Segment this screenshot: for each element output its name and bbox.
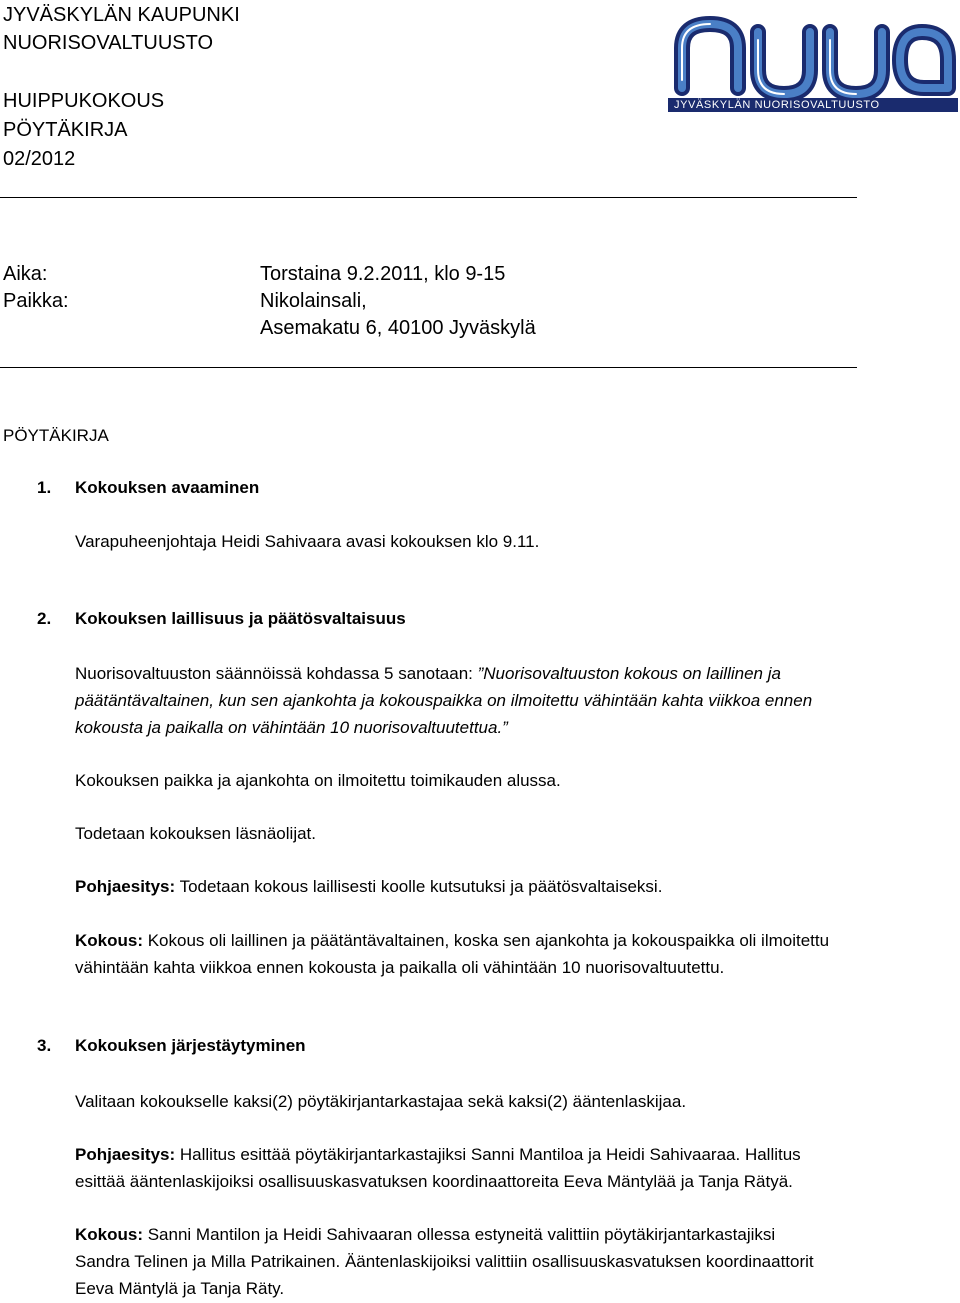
item-3-paragraph-1: Valitaan kokoukselle kaksi(2) pöytäkirjantarkastajaa sekä kaksi(2) ääntenlaskijaa.	[75, 1092, 687, 1111]
item-1-text: Varapuheenjohtaja Heidi Sahivaara avasi kokouksen klo 9.11.	[75, 532, 540, 551]
item-3-number: 3.	[37, 1036, 52, 1055]
item-2-quote-line3: kokousta ja paikalla on vähintään 10 nuorisovaltuutettua.”	[75, 718, 508, 737]
document-type: PÖYTÄKIRJA	[3, 119, 128, 141]
divider-meta	[0, 367, 857, 368]
org-name: JYVÄSKYLÄN KAUPUNKI	[3, 4, 240, 26]
section-title: PÖYTÄKIRJA	[3, 426, 109, 445]
item-2-title: Kokouksen laillisuus ja päätösvaltaisuus	[75, 609, 406, 628]
meeting-type: HUIPPUKOKOUS	[3, 90, 165, 112]
document-number: 02/2012	[3, 148, 76, 170]
place-value-line2: Asemakatu 6, 40100 Jyväskylä	[260, 317, 536, 339]
item-2-quote-line2: päätäntävaltainen, kun sen ajankohta ja kokouspaikka on ilmoitettu vähintään kahta viikkoa ennen	[75, 691, 813, 710]
item-1-title: Kokouksen avaaminen	[75, 478, 260, 497]
item-3-decision-label: Kokous:	[75, 1225, 143, 1244]
item-2-proposal	[75, 874, 662, 900]
item-2-decision-line1	[75, 928, 829, 954]
item-2-decision-line2: vähintään kahta viikkoa ennen kokousta ja paikalla oli vähintään 10 nuorisovaltuutettu.	[75, 958, 725, 977]
item-2-paragraph-2: Kokouksen paikka ja ajankohta on ilmoitettu toimikauden alussa.	[75, 771, 561, 790]
nuva-logo	[668, 10, 958, 120]
item-3-decision-line3: Eeva Mäntylä ja Tanja Räty.	[75, 1279, 285, 1298]
item-2-number: 2.	[37, 609, 52, 628]
item-3-title: Kokouksen järjestäytyminen	[75, 1036, 306, 1055]
item-3-heading	[37, 1036, 306, 1056]
item-2-proposal-label: Pohjaesitys:	[75, 877, 176, 896]
place-value-line1: Nikolainsali,	[260, 290, 367, 312]
item-3-decision-line2: Sandra Telinen ja Milla Patrikainen. Ääntenlaskijoiksi valittiin osallisuuskasvatuksen koordinaattorit	[75, 1252, 814, 1271]
item-2-quote-line1: ”Nuorisovaltuuston kokous on laillinen ja	[477, 664, 781, 683]
place-label: Paikka:	[3, 290, 69, 312]
item-2-intro: Nuorisovaltuuston säännöissä kohdassa 5 sanotaan:	[75, 664, 478, 683]
item-2-heading	[37, 609, 406, 629]
item-3-proposal-label: Pohjaesitys:	[75, 1145, 176, 1164]
item-1-number: 1.	[37, 478, 52, 497]
org-unit: NUORISOVALTUUSTO	[3, 32, 214, 54]
item-2-decision-label: Kokous:	[75, 931, 143, 950]
item-3-decision-text-1: Sanni Mantilon ja Heidi Sahivaaran ollessa estyneitä valittiin pöytäkirjantarkastajiksi	[143, 1225, 776, 1244]
item-3-decision-line1	[75, 1222, 775, 1248]
item-3-proposal-text-1: Hallitus esittää pöytäkirjantarkastajiksi Sanni Mantiloa ja Heidi Sahivaaraa. Hallitus	[175, 1145, 801, 1164]
time-value: Torstaina 9.2.2011, klo 9-15	[260, 263, 506, 285]
time-label: Aika:	[3, 263, 48, 285]
item-3-proposal-line1	[75, 1142, 801, 1168]
item-3-proposal-line2: esittää ääntenlaskijoiksi osallisuuskasvatuksen koordinaattoreita Eeva Mäntylää ja Tanja Rätyä.	[75, 1172, 793, 1191]
item-1-heading	[37, 478, 259, 498]
item-2-paragraph-3: Todetaan kokouksen läsnäolijat.	[75, 824, 316, 843]
item-2-rules-line1	[75, 661, 781, 687]
item-2-proposal-text: Todetaan kokous laillisesti koolle kutsutuksi ja päätösvaltaiseksi.	[175, 877, 663, 896]
logo-tagline: JYVÄSKYLÄN NUORISOVALTUUSTO	[674, 99, 880, 111]
item-2-decision-text-1: Kokous oli laillinen ja päätäntävaltainen, koska sen ajankohta ja kokouspaikka oli ilmoitettu	[143, 931, 830, 950]
divider-top	[0, 197, 857, 198]
